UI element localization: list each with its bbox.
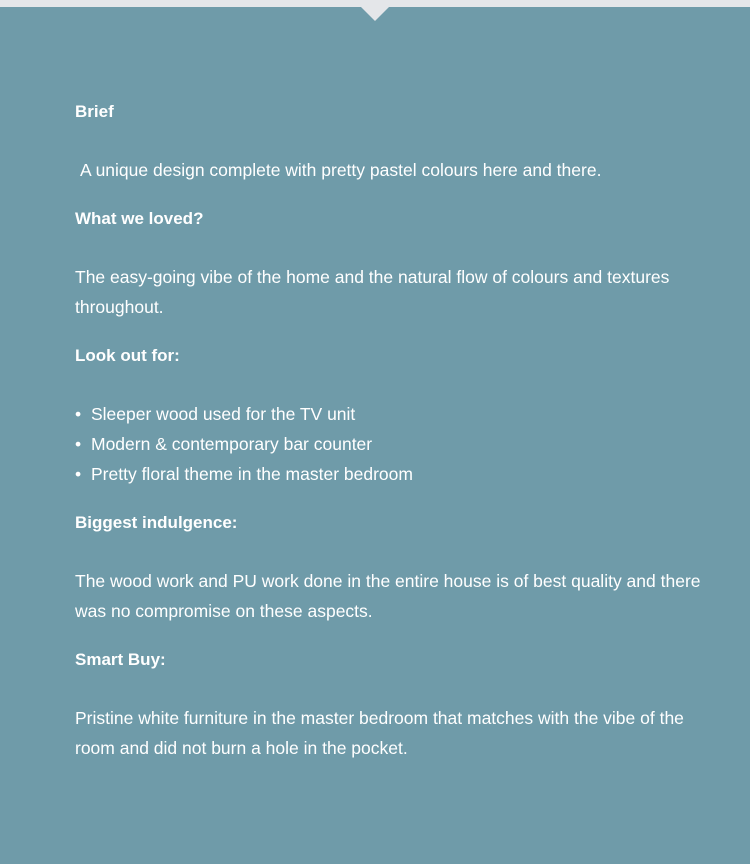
list-item-text: Sleeper wood used for the TV unit [91, 404, 356, 424]
bullet-icon: • [75, 434, 82, 454]
bullet-icon: • [75, 404, 82, 424]
loved-text: The easy-going vibe of the home and the natural flow of colours and textures throughout. [75, 267, 670, 317]
indulgence-heading: Biggest indulgence: [75, 513, 238, 532]
loved-heading: What we loved? [75, 209, 204, 228]
pointer-notch [361, 7, 389, 21]
top-divider-strip [0, 0, 750, 7]
bullet-icon: • [75, 464, 82, 484]
look-out-list [75, 399, 715, 489]
look-out-heading: Look out for: [75, 346, 180, 365]
indulgence-text: The wood work and PU work done in the entire house is of best quality and there was no compromise on these aspects. [75, 571, 701, 621]
list-item-text: Pretty floral theme in the master bedroom [91, 464, 413, 484]
description-panel [75, 100, 715, 763]
list-item [75, 399, 715, 429]
list-item [75, 429, 715, 459]
smart-buy-text: Pristine white furniture in the master bedroom that matches with the vibe of the room and did not burn a hole in the pocket. [75, 708, 684, 758]
list-item [75, 459, 715, 489]
brief-heading: Brief [75, 102, 114, 121]
smart-buy-heading: Smart Buy: [75, 650, 166, 669]
brief-text: A unique design complete with pretty pastel colours here and there. [80, 160, 602, 180]
list-item-text: Modern & contemporary bar counter [91, 434, 373, 454]
